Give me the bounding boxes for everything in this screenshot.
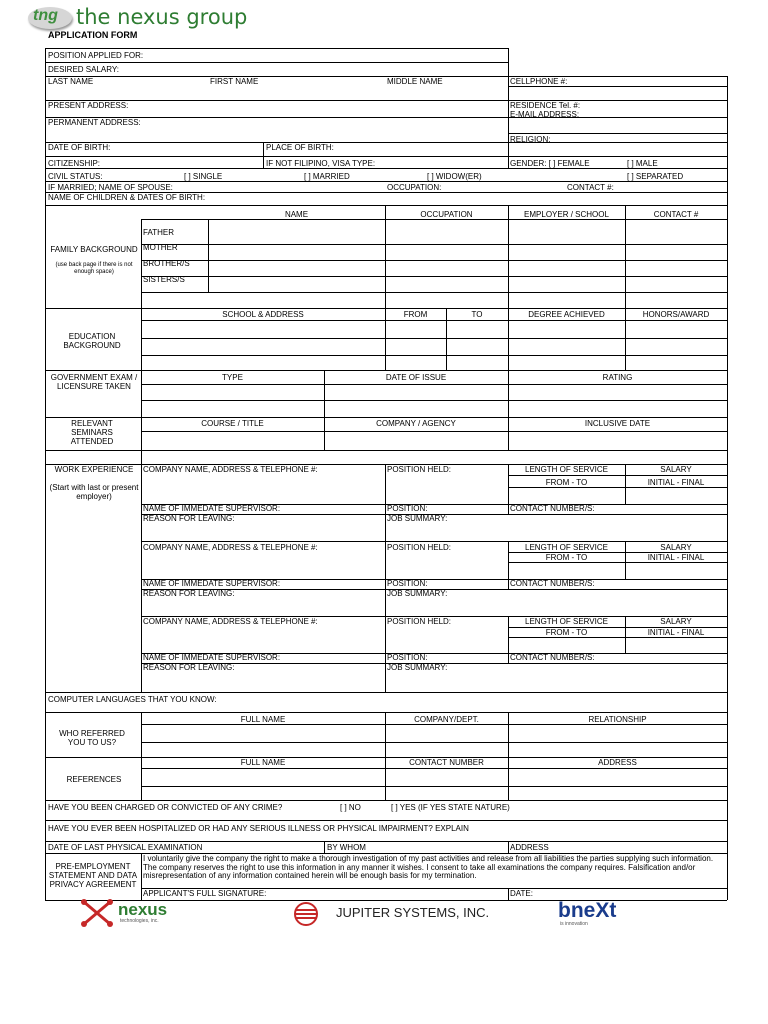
gov-col-date: DATE OF ISSUE (385, 373, 447, 382)
family-row-mother: MOTHER (143, 243, 178, 252)
referred-section-label: WHO REFERRED YOU TO US? (59, 729, 125, 747)
seminar-col-date: INCLUSIVE DATE (584, 419, 651, 428)
references-col-contact: CONTACT NUMBER (409, 758, 484, 767)
work1-reason-label: REASON FOR LEAVING: (143, 514, 235, 523)
jupiter-globe-icon (292, 900, 320, 928)
work1-from-to-label: FROM - TO (545, 478, 588, 487)
gov-col-rating: RATING (602, 373, 633, 382)
tng-logo: tng (28, 7, 72, 29)
family-col-name: NAME (284, 210, 309, 219)
crime-question: HAVE YOU BEEN CHARGED OR CONVICTED OF ANY CRIME? (48, 803, 283, 812)
work3-salary-label: SALARY (660, 617, 692, 626)
referred-col-relationship: RELATIONSHIP (588, 715, 647, 724)
work3-contact-label: CONTACT NUMBER/S: (510, 653, 595, 662)
spouse-label: IF MARRIED; NAME OF SPOUSE: (48, 183, 173, 192)
email-label: E-MAIL ADDRESS: (510, 110, 580, 119)
work1-salary-label: SALARY (660, 465, 692, 474)
hospital-question: HAVE YOU EVER BEEN HOSPITALIZED OR HAD ANY SERIOUS ILLNESS OR PHYSICAL IMPAIRMENT? EXPLAIN (48, 824, 469, 833)
work2-reason-label: REASON FOR LEAVING: (143, 589, 235, 598)
gender-female[interactable]: GENDER: [ ] FEMALE (510, 159, 590, 168)
work1-length-label: LENGTH OF SERVICE (525, 465, 608, 474)
work1-contact-label: CONTACT NUMBER/S: (510, 504, 595, 513)
desired-salary-label: DESIRED SALARY: (48, 65, 119, 74)
work2-supervisor-label: NAME OF IMMEDATE SUPERVISOR: (143, 579, 281, 588)
work2-job-summary-label: JOB SUMMARY: (387, 589, 448, 598)
referred-col-name: FULL NAME (240, 715, 286, 724)
form-title: APPLICATION FORM (48, 30, 138, 40)
family-col-contact: CONTACT # (653, 210, 699, 219)
signature-label: APPLICANT'S FULL SIGNATURE: (143, 889, 267, 898)
edu-col-honors: HONORS/AWARD (642, 310, 710, 319)
edu-col-from: FROM (403, 310, 428, 319)
permanent-address-label: PERMANENT ADDRESS: (48, 118, 141, 127)
work1-supervisor-label: NAME OF IMMEDATE SUPERVISOR: (143, 504, 281, 513)
references-col-name: FULL NAME (240, 758, 286, 767)
civil-status-married[interactable]: [ ] MARRIED (304, 172, 350, 181)
jupiter-logo: JUPITER SYSTEMS, INC. (292, 900, 512, 928)
religion-label: RELIGION: (510, 135, 551, 144)
children-label: NAME OF CHILDREN & DATES OF BIRTH: (48, 193, 206, 202)
work1-job-summary-label: JOB SUMMARY: (387, 514, 448, 523)
residence-tel-label: RESIDENCE Tel. #: (510, 101, 581, 110)
work1-position-held-label: POSITION HELD: (387, 465, 452, 474)
cellphone-label: CELLPHONE #: (510, 77, 568, 86)
last-exam-label: DATE OF LAST PHYSICAL EXAMINATION (48, 843, 203, 852)
bnext-logo: bneXt is innovation (558, 899, 617, 927)
family-section-note: (use back page if there is not enough space) (55, 262, 133, 275)
work3-reason-label: REASON FOR LEAVING: (143, 663, 235, 672)
family-row-sisters: SISTERS/S (143, 275, 185, 284)
work3-company-label: COMPANY NAME, ADDRESS & TELEPHONE #: (143, 617, 318, 626)
edu-col-to: TO (471, 310, 483, 319)
spouse-occupation-label: OCCUPATION: (387, 183, 442, 192)
seminar-col-course: COURSE / TITLE (201, 419, 264, 428)
civil-status-widow[interactable]: [ ] WIDOW(ER) (427, 172, 482, 181)
middle-name-label: MIDDLE NAME (387, 77, 443, 86)
agreement-text: I voluntarily give the company the right to make a thorough investigation of my past activities and release from all liabilities the parties supplying such information. The company reserves the right to use this information in any manner it wishes. I consent to take all examinations the company requires. Falsification and/or misrepresentation of any information contained herein will be enough basis for my termination. (143, 854, 714, 880)
civil-status-single[interactable]: [ ] SINGLE (184, 172, 223, 181)
date-of-birth-label: DATE OF BIRTH: (48, 143, 111, 152)
work-section-label: WORK EXPERIENCE (54, 465, 134, 474)
family-section-label: FAMILY BACKGROUND (50, 245, 138, 254)
family-col-occupation: OCCUPATION (420, 210, 473, 219)
exam-address-label: ADDRESS (510, 843, 549, 852)
last-name-label: LAST NAME (48, 77, 94, 86)
brand-name: the nexus group (76, 5, 248, 29)
work3-job-summary-label: JOB SUMMARY: (387, 663, 448, 672)
work2-initial-final-label: INITIAL - FINAL (647, 553, 705, 562)
work2-company-label: COMPANY NAME, ADDRESS & TELEPHONE #: (143, 543, 318, 552)
agreement-section-label: PRE-EMPLOYMENT STATEMENT AND DATA PRIVACY AGREEMENT (48, 862, 138, 889)
crime-no-checkbox[interactable]: [ ] NO (340, 803, 361, 812)
referred-col-company: COMPANY/DEPT. (414, 715, 479, 724)
seminar-col-company: COMPANY / AGENCY (376, 419, 456, 428)
visa-type-label: IF NOT FILIPINO, VISA TYPE: (266, 159, 376, 168)
education-section-label: EDUCATION BACKGROUND (63, 332, 121, 350)
work2-position-label: POSITION: (387, 579, 428, 588)
citizenship-label: CITIZENSHIP: (48, 159, 101, 168)
spouse-contact-label: CONTACT #: (567, 183, 614, 192)
work3-from-to-label: FROM - TO (545, 628, 588, 637)
civil-status-label: CIVIL STATUS: (48, 172, 103, 181)
references-section-label: REFERENCES (66, 775, 122, 784)
position-applied-label: POSITION APPLIED FOR: (48, 51, 144, 60)
family-row-brothers: BROTHER/S (143, 259, 190, 268)
family-col-employer: EMPLOYER / SCHOOL (524, 210, 609, 219)
date-label: DATE: (510, 889, 533, 898)
civil-status-separated[interactable]: [ ] SEPARATED (627, 172, 684, 181)
work2-length-label: LENGTH OF SERVICE (525, 543, 608, 552)
work3-position-held-label: POSITION HELD: (387, 617, 452, 626)
work3-supervisor-label: NAME OF IMMEDATE SUPERVISOR: (143, 653, 281, 662)
edu-col-school: SCHOOL & ADDRESS (222, 310, 304, 319)
nexus-logo: nexus technologies, inc. (80, 898, 190, 928)
crime-yes-checkbox[interactable]: [ ] YES (IF YES STATE NATURE) (391, 803, 510, 812)
by-whom-label: BY WHOM (327, 843, 366, 852)
gov-col-type: TYPE (222, 373, 243, 382)
work1-company-label: COMPANY NAME, ADDRESS & TELEPHONE #: (143, 465, 318, 474)
work2-position-held-label: POSITION HELD: (387, 543, 452, 552)
computer-languages-label: COMPUTER LANGUAGES THAT YOU KNOW: (48, 695, 217, 704)
references-col-address: ADDRESS (598, 758, 637, 767)
work2-salary-label: SALARY (660, 543, 692, 552)
first-name-label: FIRST NAME (210, 77, 259, 86)
present-address-label: PRESENT ADDRESS: (48, 101, 129, 110)
work-section-note: (Start with last or present employer) (49, 483, 139, 501)
work1-position-label: POSITION: (387, 504, 428, 513)
edu-col-degree: DEGREE ACHIEVED (528, 310, 605, 319)
work1-initial-final-label: INITIAL - FINAL (647, 478, 705, 487)
place-of-birth-label: PLACE OF BIRTH: (266, 143, 334, 152)
work3-length-label: LENGTH OF SERVICE (525, 617, 608, 626)
family-row-father: FATHER (143, 228, 174, 237)
government-section-label: GOVERNMENT EXAM / LICENSURE TAKEN (50, 373, 138, 391)
work2-from-to-label: FROM - TO (545, 553, 588, 562)
work2-contact-label: CONTACT NUMBER/S: (510, 579, 595, 588)
seminars-section-label: RELEVANT SEMINARS ATTENDED (70, 419, 114, 446)
gender-male[interactable]: [ ] MALE (627, 159, 658, 168)
work3-initial-final-label: INITIAL - FINAL (647, 628, 705, 637)
work3-position-label: POSITION: (387, 653, 428, 662)
